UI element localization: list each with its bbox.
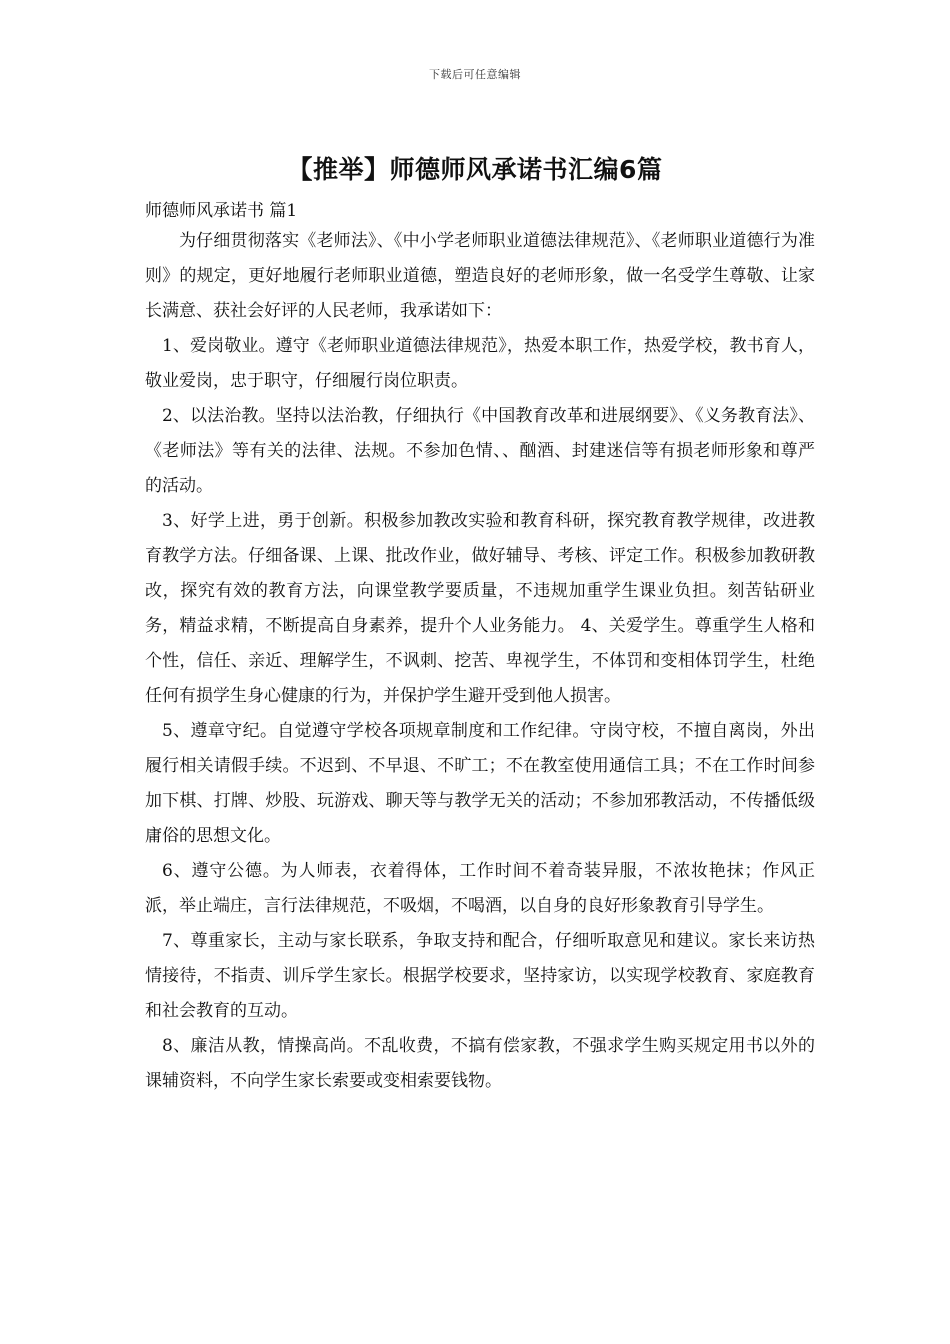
pledge-item-6: 6、遵守公德。为人师表，衣着得体，工作时间不着奇装异服，不浓妆艳抹；作风正派，举止端庄，言行法律规范，不吸烟，不喝酒，以自身的良好形象教育引导学生。 bbox=[145, 861, 815, 916]
header-note: 下载后可任意编辑 bbox=[429, 68, 521, 81]
pledge-item-2: 2、以法治教。坚持以法治教，仔细执行《中国教育改革和进展纲要》、《义务教育法》、《老师法》等有关的法律、法规。不参加色情、、酗酒、封建迷信等有损老师形象和尊严的活动。 bbox=[145, 406, 815, 496]
document-title: 【推举】师德师风承诺书汇编6篇 bbox=[287, 155, 663, 184]
pledge-item-8: 8、廉洁从教，情操高尚。不乱收费，不搞有偿家教，不强求学生购买规定用书以外的课辅资料，不向学生家长索要或变相索要钱物。 bbox=[145, 1036, 815, 1091]
pledge-item-3: 3、好学上进，勇于创新。积极参加教改实验和教育科研，探究教育教学规律，改进教育教学方法。仔细备课、上课、批改作业，做好辅导、考核、评定工作。积极参加教研教改，探究有效的教育方法，向课堂教学要质量，不违规加重学生课业负担。刻苦钻研业务，精益求精，不断提高自身素养，提升个人业务能力。 4、关爱学生。尊重学生人格和个性，信任、亲近、理解学生，不讽刺、挖苦、卑视学生，不体罚和变相体罚学生，杜绝任何有损学生身心健康的行为，并保护学生避开受到他人损害。 bbox=[145, 511, 815, 706]
pledge-item-1: 1、爱岗敬业。遵守《老师职业道德法律规范》，热爱本职工作，热爱学校，教书育人，敬业爱岗，忠于职守，仔细履行岗位职责。 bbox=[145, 336, 815, 391]
document-body bbox=[145, 198, 815, 1099]
section-heading: 师德师风承诺书 篇1 bbox=[145, 201, 298, 221]
pledge-item-5: 5、遵章守纪。自觉遵守学校各项规章制度和工作纪律。守岗守校，不擅自离岗，外出履行相关请假手续。不迟到、不早退、不旷工；不在教室使用通信工具；不在工作时间参加下棋、打牌、炒股、玩游戏、聊天等与教学无关的活动；不参加邪教活动，不传播低级庸俗的思想文化。 bbox=[145, 721, 815, 846]
intro-paragraph: 为仔细贯彻落实《老师法》、《中小学老师职业道德法律规范》、《老师职业道德行为准则》的规定，更好地履行老师职业道德，塑造良好的老师形象，做一名受学生尊敬、让家长满意、获社会好评的人民老师，我承诺如下： bbox=[145, 231, 815, 321]
pledge-item-7: 7、尊重家长，主动与家长联系，争取支持和配合，仔细听取意见和建议。家长来访热情接待，不指责、训斥学生家长。根据学校要求，坚持家访，以实现学校教育、家庭教育和社会教育的互动。 bbox=[145, 931, 815, 1021]
